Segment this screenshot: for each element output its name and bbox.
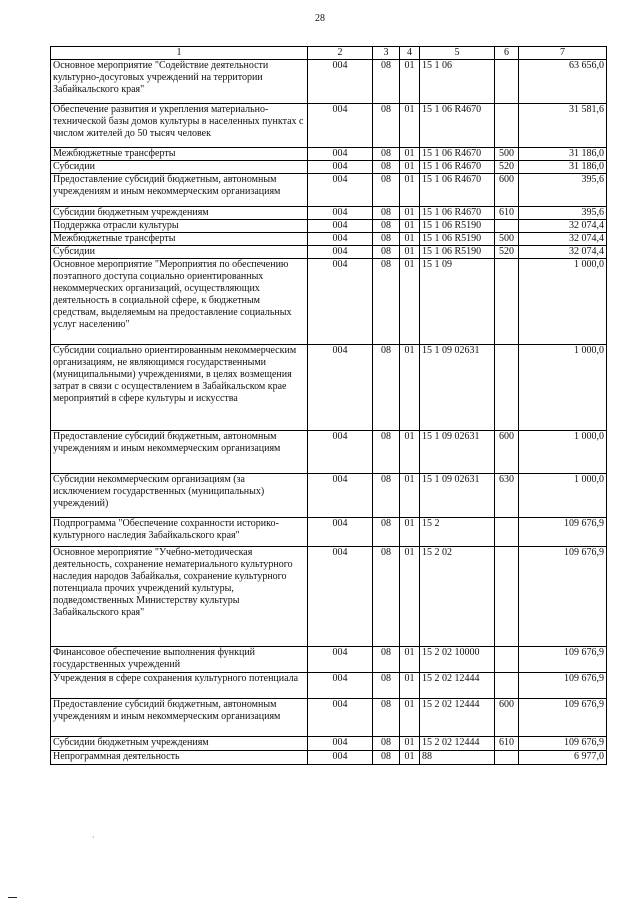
subsection-code: 01 [400,174,420,207]
amount: 31 186,0 [519,148,607,161]
row-description: Межбюджетные трансферты [51,233,308,246]
amount: 109 676,9 [519,737,607,751]
table-row [51,345,607,431]
section-code: 08 [373,60,400,104]
row-description: Предоставление субсидий бюджетным, автономным учреждениям и иным некоммерческим организациям [51,699,308,737]
expense-type-code [495,259,519,345]
section-code: 08 [373,673,400,699]
page-number: 28 [315,13,325,24]
target-article-code: 15 2 02 12444 [420,673,495,699]
target-article-code: 15 2 02 [420,547,495,647]
subsection-code: 01 [400,699,420,737]
ministry-code: 004 [308,233,373,246]
column-header: 7 [519,47,607,60]
amount: 32 074,4 [519,246,607,259]
ministry-code: 004 [308,547,373,647]
amount: 1 000,0 [519,259,607,345]
row-description: Основное мероприятие "Учебно-методическая деятельность, сохранение нематериального культурного наследия народов Забайкалья, сохранение культурного потенциала прочих учреждений культуры, подведомственных Министерству культуры Забайкальского края" [51,547,308,647]
expense-type-code [495,518,519,547]
target-article-code: 15 1 06 R4670 [420,161,495,174]
amount: 32 074,4 [519,233,607,246]
subsection-code: 01 [400,431,420,474]
expense-type-code: 600 [495,699,519,737]
target-article-code: 88 [420,751,495,765]
subsection-code: 01 [400,246,420,259]
row-description: Основное мероприятие "Содействие деятельности культурно-досуговых учреждений на территории Забайкальского края" [51,60,308,104]
expense-type-code: 520 [495,246,519,259]
row-description: Субсидии некоммерческим организациям (за исключением государственных (муниципальных) учреждений) [51,474,308,518]
expense-type-code: 600 [495,431,519,474]
target-article-code: 15 2 02 12444 [420,699,495,737]
expense-type-code: 520 [495,161,519,174]
section-code: 08 [373,148,400,161]
table-row [51,699,607,737]
section-code: 08 [373,104,400,148]
ministry-code: 004 [308,60,373,104]
amount: 31 581,6 [519,104,607,148]
ministry-code: 004 [308,104,373,148]
subsection-code: 01 [400,233,420,246]
ministry-code: 004 [308,699,373,737]
expense-type-code: 500 [495,233,519,246]
expense-type-code: 610 [495,737,519,751]
target-article-code: 15 1 06 R4670 [420,207,495,220]
row-description: Предоставление субсидий бюджетным, автономным учреждениям и иным некоммерческим организациям [51,174,308,207]
subsection-code: 01 [400,751,420,765]
section-code: 08 [373,246,400,259]
column-header: 3 [373,47,400,60]
table-row [51,751,607,765]
expense-type-code [495,104,519,148]
table-row [51,174,607,207]
table-row [51,431,607,474]
target-article-code: 15 1 06 [420,60,495,104]
subsection-code: 01 [400,673,420,699]
row-description: Финансовое обеспечение выполнения функций государственных учреждений [51,647,308,673]
ministry-code: 004 [308,148,373,161]
target-article-code: 15 2 02 12444 [420,737,495,751]
column-header: 1 [51,47,308,60]
target-article-code: 15 1 06 R4670 [420,104,495,148]
target-article-code: 15 1 06 R5190 [420,233,495,246]
ministry-code: 004 [308,431,373,474]
table-row [51,647,607,673]
subsection-code: 01 [400,345,420,431]
section-code: 08 [373,233,400,246]
section-code: 08 [373,174,400,207]
target-article-code: 15 1 09 [420,259,495,345]
table-row [51,246,607,259]
column-header: 5 [420,47,495,60]
subsection-code: 01 [400,259,420,345]
row-description: Субсидии бюджетным учреждениям [51,207,308,220]
table-row [51,207,607,220]
subsection-code: 01 [400,518,420,547]
ministry-code: 004 [308,647,373,673]
amount: 63 656,0 [519,60,607,104]
row-description: Поддержка отрасли культуры [51,220,308,233]
table-row [51,737,607,751]
section-code: 08 [373,220,400,233]
target-article-code: 15 1 06 R5190 [420,246,495,259]
section-code: 08 [373,161,400,174]
table-row [51,673,607,699]
subsection-code: 01 [400,60,420,104]
ministry-code: 004 [308,345,373,431]
row-description: Предоставление субсидий бюджетным, автономным учреждениям и иным некоммерческим организациям [51,431,308,474]
amount: 395,6 [519,207,607,220]
amount: 109 676,9 [519,647,607,673]
ministry-code: 004 [308,259,373,345]
subsection-code: 01 [400,161,420,174]
expense-type-code [495,220,519,233]
section-code: 08 [373,259,400,345]
expense-type-code [495,60,519,104]
subsection-code: 01 [400,474,420,518]
table-row [51,259,607,345]
section-code: 08 [373,751,400,765]
column-header: 4 [400,47,420,60]
table-row [51,220,607,233]
section-code: 08 [373,345,400,431]
amount: 1 000,0 [519,431,607,474]
table-row [51,233,607,246]
table-row [51,518,607,547]
row-description: Обеспечение развития и укрепления материально-технической базы домов культуры в населенных пунктах с числом жителей до 50 тысяч человек [51,104,308,148]
expense-type-code [495,647,519,673]
subsection-code: 01 [400,647,420,673]
table-row [51,547,607,647]
row-description: Субсидии [51,161,308,174]
row-description: Межбюджетные трансферты [51,148,308,161]
ministry-code: 004 [308,220,373,233]
ministry-code: 004 [308,246,373,259]
scan-mark [8,897,17,898]
row-description: Субсидии [51,246,308,259]
amount: 1 000,0 [519,474,607,518]
section-code: 08 [373,737,400,751]
column-header: 6 [495,47,519,60]
budget-table [50,46,607,765]
ministry-code: 004 [308,174,373,207]
section-code: 08 [373,647,400,673]
expense-type-code: 600 [495,174,519,207]
amount: 109 676,9 [519,673,607,699]
ministry-code: 004 [308,673,373,699]
target-article-code: 15 1 09 02631 [420,474,495,518]
row-description: Учреждения в сфере сохранения культурного потенциала [51,673,308,699]
table-row [51,148,607,161]
section-code: 08 [373,474,400,518]
ministry-code: 004 [308,161,373,174]
target-article-code: 15 1 09 02631 [420,345,495,431]
expense-type-code: 500 [495,148,519,161]
table-row [51,474,607,518]
ministry-code: 004 [308,518,373,547]
table-row [51,161,607,174]
subsection-code: 01 [400,547,420,647]
section-code: 08 [373,518,400,547]
subsection-code: 01 [400,207,420,220]
row-description: Непрограммная деятельность [51,751,308,765]
ministry-code: 004 [308,737,373,751]
column-header: 2 [308,47,373,60]
expense-type-code: 630 [495,474,519,518]
section-code: 08 [373,547,400,647]
amount: 32 074,4 [519,220,607,233]
subsection-code: 01 [400,737,420,751]
expense-type-code: 610 [495,207,519,220]
row-description: Субсидии бюджетным учреждениям [51,737,308,751]
amount: 31 186,0 [519,161,607,174]
ministry-code: 004 [308,207,373,220]
subsection-code: 01 [400,148,420,161]
expense-type-code [495,751,519,765]
expense-type-code [495,345,519,431]
row-description: Субсидии социально ориентированным некоммерческим организациям, не являющимся государственными (муниципальными) учреждениями, в целях возмещения затрат в связи с осуществлением в Забайкальском крае мероприятий в сфере культуры и искусства [51,345,308,431]
amount: 109 676,9 [519,547,607,647]
amount: 1 000,0 [519,345,607,431]
target-article-code: 15 1 06 R4670 [420,174,495,207]
scan-mark: · [92,833,95,842]
target-article-code: 15 2 [420,518,495,547]
amount: 109 676,9 [519,518,607,547]
subsection-code: 01 [400,104,420,148]
section-code: 08 [373,699,400,737]
target-article-code: 15 1 06 R5190 [420,220,495,233]
amount: 6 977,0 [519,751,607,765]
table-header-row [51,47,607,60]
target-article-code: 15 1 06 R4670 [420,148,495,161]
section-code: 08 [373,207,400,220]
target-article-code: 15 1 09 02631 [420,431,495,474]
expense-type-code [495,547,519,647]
amount: 395,6 [519,174,607,207]
subsection-code: 01 [400,220,420,233]
row-description: Подпрограмма "Обеспечение сохранности историко-культурного наследия Забайкальского края" [51,518,308,547]
amount: 109 676,9 [519,699,607,737]
target-article-code: 15 2 02 10000 [420,647,495,673]
table-row [51,104,607,148]
ministry-code: 004 [308,474,373,518]
section-code: 08 [373,431,400,474]
row-description: Основное мероприятие "Мероприятия по обеспечению поэтапного доступа социально ориентированных некоммерческих организаций, осуществляющих деятельность в социальной сфере, к бюджетным средствам, выделяемым на предоставление социальных услуг населению" [51,259,308,345]
table-row [51,60,607,104]
expense-type-code [495,673,519,699]
ministry-code: 004 [308,751,373,765]
